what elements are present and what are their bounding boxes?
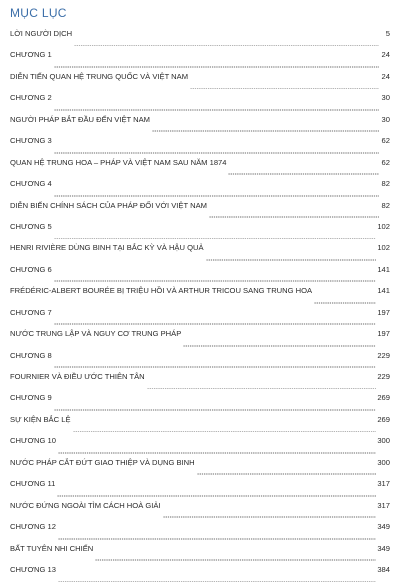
dot-leader [58, 446, 376, 454]
dot-leader [54, 360, 377, 368]
toc-list [10, 28, 390, 585]
toc-entry-label: CHƯƠNG 9 [10, 393, 52, 403]
toc-entry[interactable] [10, 564, 390, 585]
toc-entry-label: CHƯƠNG 5 [10, 221, 52, 231]
toc-entry-label: BẤT TUYÊN NHI CHIẾN [10, 543, 94, 553]
toc-entry[interactable] [10, 28, 390, 49]
toc-entry-page: 141 [377, 286, 390, 296]
dot-leader [209, 210, 379, 218]
toc-entry[interactable] [10, 178, 390, 199]
dot-leader [73, 424, 377, 432]
toc-entry-label: SỰ KIỆN BẮC LỆ [10, 414, 71, 424]
toc-entry-page: 269 [377, 414, 390, 424]
toc-entry-page: 5 [385, 29, 390, 38]
toc-entry-label: CHƯƠNG 1 [10, 50, 52, 60]
toc-entry-page: 349 [377, 522, 390, 532]
toc-entry-page: 30 [381, 114, 390, 124]
toc-entry-page: 349 [377, 543, 390, 553]
toc-entry[interactable] [10, 521, 390, 542]
dot-leader [54, 317, 377, 325]
toc-entry[interactable] [10, 264, 390, 285]
toc-entry-label: FRÉDÉRIC-ALBERT BOURÉE BỊ TRIỆU HỒI VÀ ARTHUR TRICOU SANG TRUNG HOA [10, 286, 313, 296]
toc-entry-page: 384 [377, 564, 390, 574]
toc-entry-label: CHƯƠNG 11 [10, 479, 56, 489]
toc-entry-page: 300 [377, 457, 390, 467]
dot-leader [95, 553, 376, 561]
toc-entry-page: 24 [381, 50, 390, 60]
dot-leader [58, 574, 376, 582]
toc-entry[interactable] [10, 500, 390, 521]
toc-entry-label: FOURNIER VÀ ĐIỀU ƯỚC THIÊN TÂN [10, 372, 145, 381]
toc-entry-page: 82 [381, 179, 390, 189]
toc-entry[interactable] [10, 92, 390, 113]
dot-leader [58, 532, 376, 540]
toc-entry-page: 229 [377, 372, 390, 381]
toc-entry[interactable] [10, 157, 390, 178]
toc-entry-page: 102 [377, 221, 390, 231]
dot-leader [54, 60, 379, 68]
toc-entry[interactable] [10, 328, 390, 349]
toc-entry[interactable] [10, 49, 390, 70]
toc-entry-label: NƯỚC TRUNG LẬP VÀ NGUY CƠ TRUNG PHÁP [10, 329, 182, 339]
toc-entry[interactable] [10, 114, 390, 135]
dot-leader [152, 124, 379, 132]
toc-entry[interactable] [10, 478, 390, 499]
toc-entry[interactable] [10, 350, 390, 371]
toc-entry-page: 317 [377, 479, 390, 489]
toc-title: MỤC LỤC [10, 6, 67, 20]
toc-entry[interactable] [10, 221, 390, 242]
toc-entry-label: QUAN HỆ TRUNG HOA – PHÁP VÀ VIỆT NAM SAU NĂM 1874 [10, 157, 227, 167]
toc-entry[interactable] [10, 414, 390, 435]
toc-entry-page: 317 [377, 500, 390, 510]
dot-leader [54, 403, 377, 411]
dot-leader [54, 189, 379, 197]
toc-entry-label: HENRI RIVIÈRE DÙNG BINH TẠI BẮC KỲ VÀ HẬU QUẢ [10, 243, 204, 253]
dot-leader [228, 167, 379, 175]
dot-leader [147, 381, 377, 389]
dot-leader [54, 146, 379, 154]
toc-entry-page: 24 [381, 71, 390, 81]
toc-entry[interactable] [10, 135, 390, 156]
toc-entry-page: 62 [381, 136, 390, 146]
toc-entry-page: 197 [377, 307, 390, 317]
toc-entry-page: 300 [377, 436, 390, 446]
toc-entry[interactable] [10, 392, 390, 413]
toc-entry-label: CHƯƠNG 3 [10, 136, 52, 146]
dot-leader [314, 296, 376, 304]
toc-entry-label: CHƯƠNG 7 [10, 307, 52, 317]
toc-entry[interactable] [10, 307, 390, 328]
toc-entry-label: DIỄN TIẾN QUAN HỆ TRUNG QUỐC VÀ VIỆT NAM [10, 71, 189, 81]
toc-entry-page: 141 [377, 264, 390, 274]
toc-entry[interactable] [10, 435, 390, 456]
toc-entry-label: CHƯƠNG 8 [10, 350, 52, 360]
toc-entry-page: 30 [381, 93, 390, 103]
toc-entry-label: DIỄN BIẾN CHÍNH SÁCH CỦA PHÁP ĐỐI VỚI VIỆT NAM [10, 200, 207, 210]
dot-leader [163, 510, 377, 518]
toc-entry-label: NGƯỜI PHÁP BẮT ĐẦU ĐẾN VIỆT NAM [10, 114, 151, 124]
toc-entry[interactable] [10, 543, 390, 564]
toc-entry-page: 269 [377, 393, 390, 403]
toc-entry-label: CHƯƠNG 2 [10, 93, 52, 103]
toc-entry-label: NƯỚC ĐỨNG NGOÀI TÌM CÁCH HOÀ GIẢI [10, 500, 161, 510]
toc-entry-page: 62 [381, 157, 390, 167]
dot-leader [54, 274, 377, 282]
toc-entry-label: CHƯƠNG 13 [10, 564, 56, 574]
toc-entry[interactable] [10, 200, 390, 221]
dot-leader [206, 253, 377, 261]
toc-entry[interactable] [10, 285, 390, 306]
toc-entry[interactable] [10, 242, 390, 263]
dot-leader [190, 81, 379, 89]
toc-entry-label: NƯỚC PHÁP CẮT ĐỨT GIAO THIỆP VÀ DỤNG BINH [10, 457, 195, 467]
toc-entry[interactable] [10, 71, 390, 92]
dot-leader [183, 339, 376, 347]
toc-entry[interactable] [10, 457, 390, 478]
toc-entry-page: 102 [377, 243, 390, 253]
toc-entry-page: 229 [377, 350, 390, 360]
toc-entry-label: LỜI NGƯỜI DỊCH [10, 29, 73, 38]
dot-leader [54, 103, 379, 111]
dot-leader [74, 38, 379, 46]
toc-entry-label: CHƯƠNG 6 [10, 264, 52, 274]
dot-leader [54, 231, 377, 239]
toc-entry-page: 197 [377, 329, 390, 339]
toc-entry-label: CHƯƠNG 10 [10, 436, 56, 446]
dot-leader [197, 467, 377, 475]
toc-entry-label: CHƯƠNG 4 [10, 179, 52, 189]
dot-leader [57, 489, 376, 497]
toc-entry-page: 82 [381, 200, 390, 210]
toc-entry-label: CHƯƠNG 12 [10, 522, 56, 532]
toc-entry[interactable] [10, 371, 390, 392]
